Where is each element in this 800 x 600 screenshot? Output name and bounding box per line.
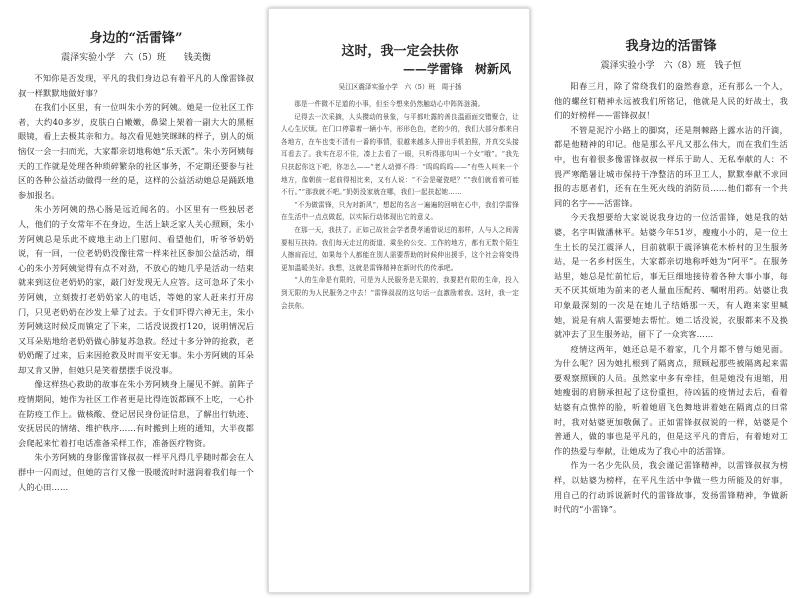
essay-byline: 震泽实验小学 六（5）班 钱美衡 bbox=[61, 53, 211, 63]
paragraph: 今天我想要给大家说说我身边的一位活雷锋，她是我的姑婆，名字叫做潘林平。姑婆今年51岁，瘦瘦小小的，是一位土生土长的吴江震泽人，目前就职于震泽镇花木桥村的卫生服务站，是一名乡村医生，大家都亲切地称呼她为“阿平”。在服务站里，她总是忙前忙后，事无巨细地接待着各种大事小事，每天不厌其烦地为前来的老人量血压配药、嘱咐用药。姑婆让我印象最深刻的一次是在她儿子结婚那一天，有人跑来家里喊她，说是有病人需要她去帮忙。她二话没说，衣服都来不及换就冲去了卫生服务站，留下了一众宾客…… bbox=[554, 212, 788, 340]
essay-body bbox=[18, 71, 254, 494]
paragraph: 在我们小区里，有一位叫朱小芳的阿姨。她是一位社区工作者，大约40多岁，皮肤白白嫩嫩，鼻梁上架着一副大大的黑框眼镜，看上去极其亲和力。每次看见她笑眯眯的样子，别人的烦恼仅一会一扫而光，大家都亲切地称她“乐天派”。朱小芳阿姨每天的工作就是处理各种琐碎繁杂的社区事务，不定期还要参与社区的各种公益活动做得一丝的是，这样的公益活动她总是踊跃地参加报名。 bbox=[18, 102, 254, 200]
paragraph: 疫情这两年，她还总是不着家，几个月都不曾与她见面。为什么呢？因为她扎根到了隔离点，照顾起那些被隔离起来需要观察照顾的人员。虽然家中多有牵挂，但是她没有退缩，用她瘦弱的肩膀承担起了这份重担，待凶猛的疫情过去后，看着姑婆有点憔悴的脸，听着她眉飞色舞地讲着她在隔离点的日常时，我对姑婆更加敬佩了。正如雷锋叔叔说的一样，姑婆是个普通人，做的事也是平凡的，但是这平凡的背后，有着她对工作的热爱与奉献，让她成为了我心中的活雷锋。 bbox=[554, 343, 788, 456]
paragraph: 那是一件微不足道的小事，但至今想来仍然触动心中阵阵涟漪。 bbox=[294, 100, 485, 108]
essay-page-1 bbox=[0, 0, 268, 600]
paragraph: 不管是泥泞小路上的脚窝，还是荆棘路上露水沾的汗滴，都是他精神的印记。他是那么平凡又那么伟大，而在我们生活中，也有着很多像雷锋叔叔一样乐于助人、无私奉献的人：不畏严寒酷暑让城市保持干净整洁的环卫工人，默默奉献不求回报的志愿者们，还有在生死火线的消防员……他们都有一个共同的名字——活雷锋。 bbox=[554, 124, 788, 208]
paragraph: 像这样热心救助的故事在朱小芳阿姨身上屡见不鲜。前阵子疫情期间，她作为社区工作者更是比得连饭都顾不上吃，一心扑在防疫工作上。做核酸、登记居民身份证信息，了解出行轨迹、安抚居民的情绪、维护秩序……有时搬到上班的通知，大半夜都会爬起来忙着打电话准备采样工作，准备医疗物资。 bbox=[18, 379, 254, 448]
paragraph: 作为一名少先队员，我会谨记雷锋精神，以雷锋叔叔为榜样，以姑婆为榜样，在平凡生活中争做一些力所能及的好事，用自己的行动诉说新时代的雷锋故事，发扬雷锋精神，争做新时代的“小雷锋”。 bbox=[554, 460, 788, 515]
paragraph: 记得去一次采摘，人头攒动的景象，与平都吐露的善良温画面交错聚合，让人心生厌烦。在门口停靠着一辆小车，形形色色，老的少的，我们大部分都来自各地方，在车也变不清有一番的事情，很越来越多人排出手机拍照，并真交头接耳看去了。我实在忍不住，凑上去看了一眼，只听得那句叫一个女“哦”。“我先只扶起你这下吧，你怎么——”老人动弹不得：“呜呜呜呜——”有些人叫来一个地方，像朝前一起前得相比来，又有人说：“不会是碰瓷吧？”“我们就看着可能不行。”“那我就不吧。”奶奶没家就在哪，我们一起扶起她…… bbox=[281, 112, 519, 197]
paragraph: “人的生命是有限的，可是为人民服务是无限的，我要把有限的生命，投入到无限的为人民服务之中去！”雷锋叔叔的这句话一直激励着我。这时，我一定会扶你。 bbox=[281, 276, 519, 310]
essay-body bbox=[554, 79, 788, 517]
paragraph: 阳春三月，除了常绕我们的盎然春意，还有那么一个人，他的螺丝钉精神永远被我们所铭记，他就是人民的好战士，我们的好榜样——雷锋叔叔！ bbox=[554, 81, 788, 121]
essay-title: 我身边的活雷锋 bbox=[625, 39, 717, 54]
essay-byline: 震泽实验小学 六（8）班 钱子恒 bbox=[600, 61, 742, 71]
paragraph: 在那一天，我扶了。正如己故社会学者费孝通曾说过的那样，人与人之间需要相互扶持。我们每天走过的街道、乘坐的公交、工作的地方，都有无数个陌生人擦肩而过，如果每个人都能在别人需要帮助的时候伸出援手，这个社会将变得更加温暖美好。我想，这就是雷锋精神在新时代的传承吧。 bbox=[281, 225, 519, 272]
essay-body bbox=[281, 98, 519, 312]
essay-page-3 bbox=[540, 0, 800, 600]
essay-byline: 吴江区震泽实验小学 六（5）班 周于扬 bbox=[338, 83, 462, 91]
paragraph: 朱小芳阿姨的身影像雷锋叔叔一样平凡得几乎随时都会在人群中一闪而过，但她的言行又像一股暖流时时滋润着我们每一个人的心田…… bbox=[18, 452, 254, 492]
paragraph: 不知你是否发现，平凡的我们身边总有着平凡的人像雷锋叔叔一样默默地做好事？ bbox=[18, 73, 254, 98]
paragraph: “不为做雷锋，只为对新风”，想起的名言一遍遍的回响在心中，我们学雷锋在生活中一点点做起，以实际行动体现出它的意义。 bbox=[281, 200, 519, 222]
essay-subtitle: ——学雷锋 树新风 bbox=[402, 62, 511, 76]
paragraph: 朱小芳阿姨的热心肠是远近闻名的。小区里有一些独居老人，他们的子女常年不在身边，生活上缺乏家人关心照顾，朱小芳阿姨总是乐此不疲地主动上门慰问、看望他们，听爷爷奶奶说，有一回，一位老奶奶没像往常一样来社区参加公益活动，细心的朱小芳阿姨觉得有点不对劲，不放心的她几乎是活动一结束就来到这位老奶奶的家，敲门好发现无人应答。这可急坏了朱小芳阿姨，立刻拨打老奶奶家人的电话，等她的家人赶来打开房门，只见老奶奶在沙发上晕了过去。于女们吓得六神无主，朱小芳阿姨这时候反而镇定了下来，二话没说拨打120，说明情况后又耳朵贴地给老奶奶做心肺复苏急救。经过十多分钟的抢救，老奶奶醒了过来，后来因抢救及时而平安无事。朱小芳阿姨的耳朵却又肯又肿，但她只是笑着摆摆手说没事。 bbox=[18, 204, 254, 375]
essay-page-2 bbox=[268, 8, 530, 593]
essay-title: 身边的“活雷锋” bbox=[89, 31, 183, 46]
essay-title: 这时，我一定会扶你 bbox=[341, 44, 459, 59]
